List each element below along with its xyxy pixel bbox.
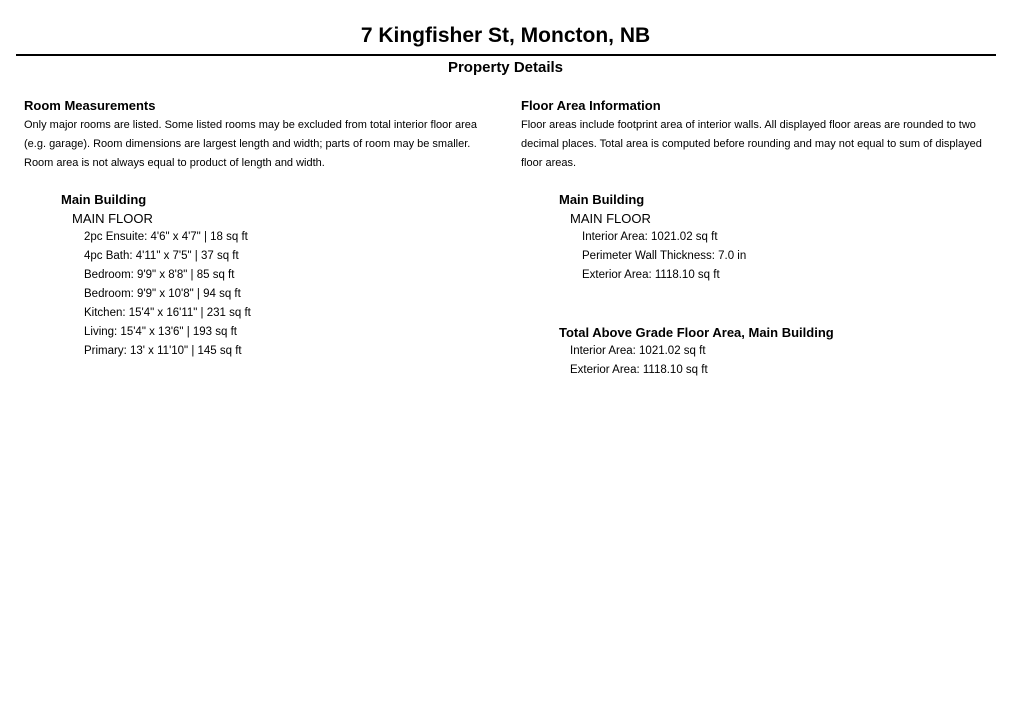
exterior-area-value: Exterior Area: 1118.10 sq ft (582, 269, 720, 281)
room-measurements-section (24, 96, 499, 173)
room-measurements-heading: Room Measurements (24, 98, 156, 113)
floor-area-section (521, 96, 1001, 173)
room-floor-label: MAIN FLOOR (72, 211, 153, 226)
total-floor-area-list (559, 342, 989, 380)
room-list (61, 228, 461, 361)
total-interior-area-value: Interior Area: 1021.02 sq ft (570, 345, 706, 357)
page-title: 7 Kingfisher St, Moncton, NB (360, 24, 651, 47)
room-item-primary: Primary: 13' x 11'10" | 145 sq ft (84, 345, 242, 357)
floor-area-floor-label: MAIN FLOOR (570, 211, 651, 226)
room-item-ensuite: 2pc Ensuite: 4'6" x 4'7" | 18 sq ft (84, 231, 248, 243)
room-measurements-description: Only major rooms are listed. Some listed rooms may be excluded from total interior floor area (e.g. garage). Room dimensions are largest length and width; parts of room may be smaller. Room area is not always equal to product of length and width. (24, 119, 478, 169)
room-item-bedroom-1: Bedroom: 9'9" x 8'8" | 85 sq ft (84, 269, 235, 281)
floor-area-building-heading: Main Building (559, 192, 645, 207)
floor-area-description: Floor areas include footprint area of interior walls. All displayed floor areas are rounded to two decimal places. Total area is computed before rounding and may not equal to sum of displayed floor areas. (521, 119, 982, 169)
page-subtitle: Property Details (447, 59, 564, 76)
floor-area-heading: Floor Area Information (521, 98, 661, 113)
room-building-heading: Main Building (61, 192, 147, 207)
total-floor-area-block (559, 323, 989, 380)
total-exterior-area-value: Exterior Area: 1118.10 sq ft (570, 364, 708, 376)
floor-area-details (559, 228, 989, 285)
total-floor-area-heading: Total Above Grade Floor Area, Main Building (559, 325, 834, 340)
title-divider (16, 54, 996, 56)
floor-area-building-block (559, 190, 989, 285)
room-item-bath: 4pc Bath: 4'11" x 7'5" | 37 sq ft (84, 250, 239, 262)
room-measurements-building-block (61, 190, 461, 361)
wall-thickness-value: Perimeter Wall Thickness: 7.0 in (582, 250, 747, 262)
room-item-kitchen: Kitchen: 15'4" x 16'11" | 231 sq ft (84, 307, 251, 319)
room-item-bedroom-2: Bedroom: 9'9" x 10'8" | 94 sq ft (84, 288, 241, 300)
interior-area-value: Interior Area: 1021.02 sq ft (582, 231, 718, 243)
room-item-living: Living: 15'4" x 13'6" | 193 sq ft (84, 326, 237, 338)
